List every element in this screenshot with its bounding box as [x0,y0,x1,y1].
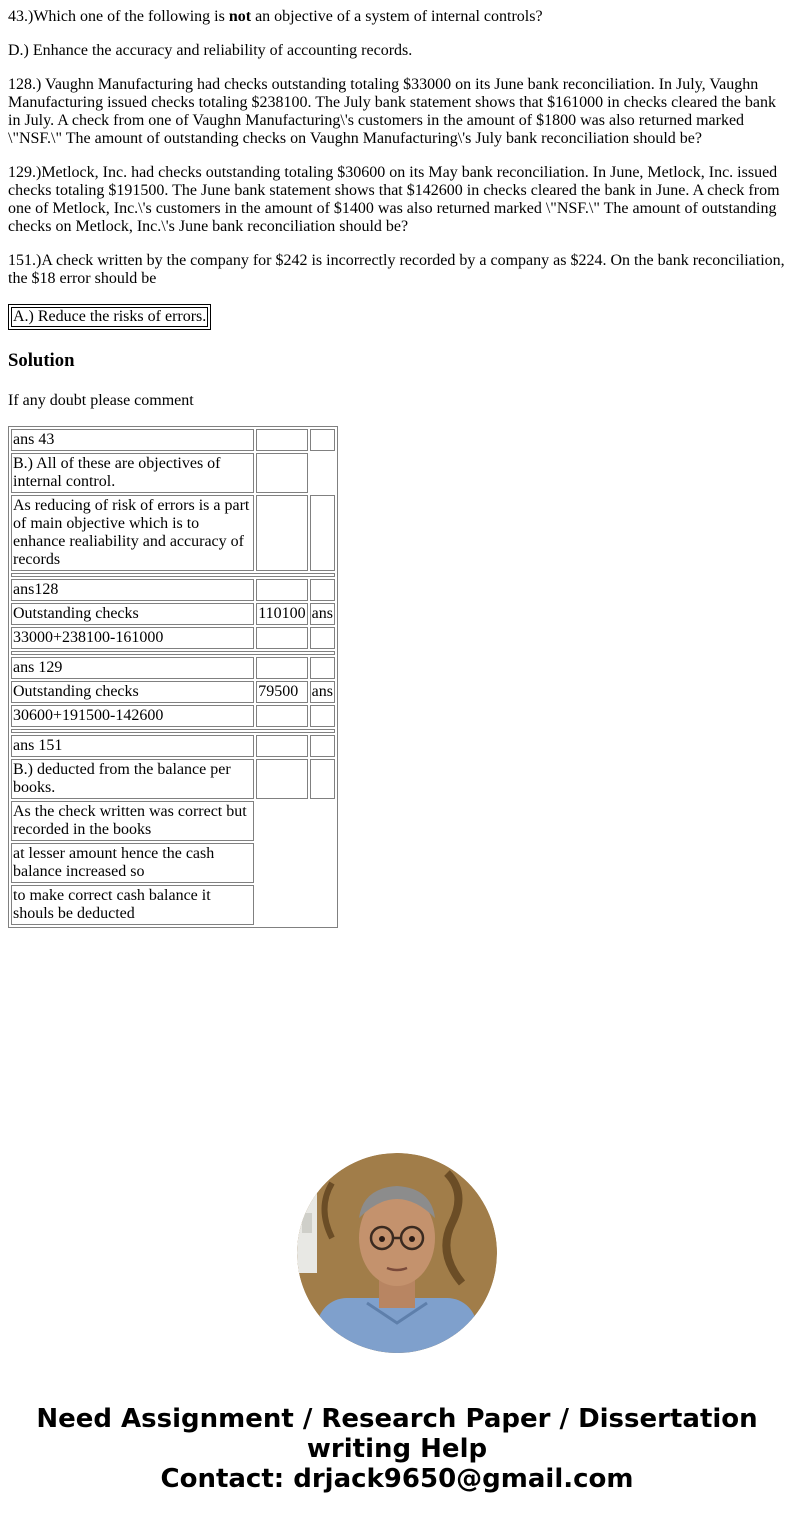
table-row [11,843,335,883]
table-cell [256,843,307,883]
table-cell: 33000+238100-161000 [11,627,254,649]
table-separator [11,573,335,577]
table-cell [11,651,335,655]
table-row [11,657,335,679]
table-cell [310,579,335,601]
table-cell [11,573,335,577]
table-row [11,495,335,571]
table-cell [310,705,335,727]
table-cell: to make correct cash balance it shouls be deducted [11,885,254,925]
table-cell: 30600+191500-142600 [11,705,254,727]
table-cell: 79500 [256,681,307,703]
table-cell [310,759,335,799]
option-a-cell [11,307,208,327]
solution-heading: Solution [8,350,75,371]
table-cell [256,705,307,727]
table-cell: 110100 [256,603,307,625]
table-separator [11,651,335,655]
question-151: 151.)A check written by the company for $242 is incorrectly recorded by a company as $224. On the bank reconciliation, the $18 error should be [8,252,785,287]
table-cell: ans128 [11,579,254,601]
option-a-text: A.) Reduce the risks of errors. [13,308,207,325]
table-cell [256,759,307,799]
table-cell [256,429,307,451]
table-row [11,681,335,703]
question-43-prefix: 43.)Which one of the following is [8,8,229,25]
table-cell [256,657,307,679]
table-cell: Outstanding checks [11,681,254,703]
question-43-suffix: an objective of a system of internal controls? [251,8,543,25]
table-cell: ans [310,603,335,625]
table-cell [310,885,335,925]
table-cell [310,495,335,571]
table-row [11,735,335,757]
solution-note: If any doubt please comment [8,392,194,409]
table-cell [310,735,335,757]
promo-line-1: Need Assignment / Research Paper / Dissertation [36,1404,758,1434]
table-separator [11,729,335,733]
table-cell [11,729,335,733]
question-128: 128.) Vaughn Manufacturing had checks outstanding totaling $33000 on its June bank reconciliation. In July, Vaughn Manufacturing issued checks totaling $238100. The July bank statement shows that $161000 in checks cleared the bank in July. A check from one of Vaughn Manufacturing\'s customers in the amount of $1800 was also returned marked \"NSF.\" The amount of outstanding checks on Vaughn Manufacturing\'s July bank reconciliation should be? [8,76,776,147]
table-cell: B.) deducted from the balance per books. [11,759,254,799]
table-cell: at lesser amount hence the cash balance increased so [11,843,254,883]
table-row [11,603,335,625]
table-row [11,885,335,925]
table-cell [310,843,335,883]
table-row [11,453,335,493]
promo-contact: Contact: drjack9650@gmail.com [160,1464,634,1494]
table-cell [310,801,335,841]
author-photo-image [297,1153,497,1353]
table-cell: ans [310,681,335,703]
solution-table [8,426,338,928]
table-row [11,579,335,601]
table-cell: ans 43 [11,429,254,451]
promo-line-2: writing Help [306,1434,488,1464]
table-row [11,759,335,799]
table-row [11,429,335,451]
table-row [11,801,335,841]
table-cell [256,801,307,841]
table-cell: ans 151 [11,735,254,757]
table-row [11,627,335,649]
question-43-emphasis: not [228,8,252,25]
table-cell [256,627,307,649]
table-cell [310,627,335,649]
table-cell [310,657,335,679]
table-cell [256,495,307,571]
author-photo [297,1153,497,1353]
table-cell: ans 129 [11,657,254,679]
table-cell [310,453,335,493]
question-43-option-d: D.) Enhance the accuracy and reliability of accounting records. [8,42,413,59]
table-cell: As the check written was correct but recorded in the books [11,801,254,841]
table-cell: Outstanding checks [11,603,254,625]
table-cell [256,885,307,925]
promo-footer [0,1404,794,1494]
option-a-table [8,304,211,330]
table-cell [256,735,307,757]
option-a-box [8,304,786,330]
table-row [11,705,335,727]
table-cell [310,429,335,451]
table-cell [256,579,307,601]
table-cell: As reducing of risk of errors is a part of main objective which is to enhance realiability and accuracy of records [11,495,254,571]
question-43 [8,8,786,26]
table-cell [256,453,307,493]
question-129: 129.)Metlock, Inc. had checks outstanding totaling $30600 on its May bank reconciliation. In June, Metlock, Inc. issued checks totaling $191500. The June bank statement shows that $142600 in checks cleared the bank in June. A check from one of Metlock, Inc.\'s customers in the amount of $1400 was also returned marked \"NSF.\" The amount of outstanding checks on Metlock, Inc.\'s June bank reconciliation should be? [8,164,780,235]
table-cell: B.) All of these are objectives of internal control. [11,453,254,493]
